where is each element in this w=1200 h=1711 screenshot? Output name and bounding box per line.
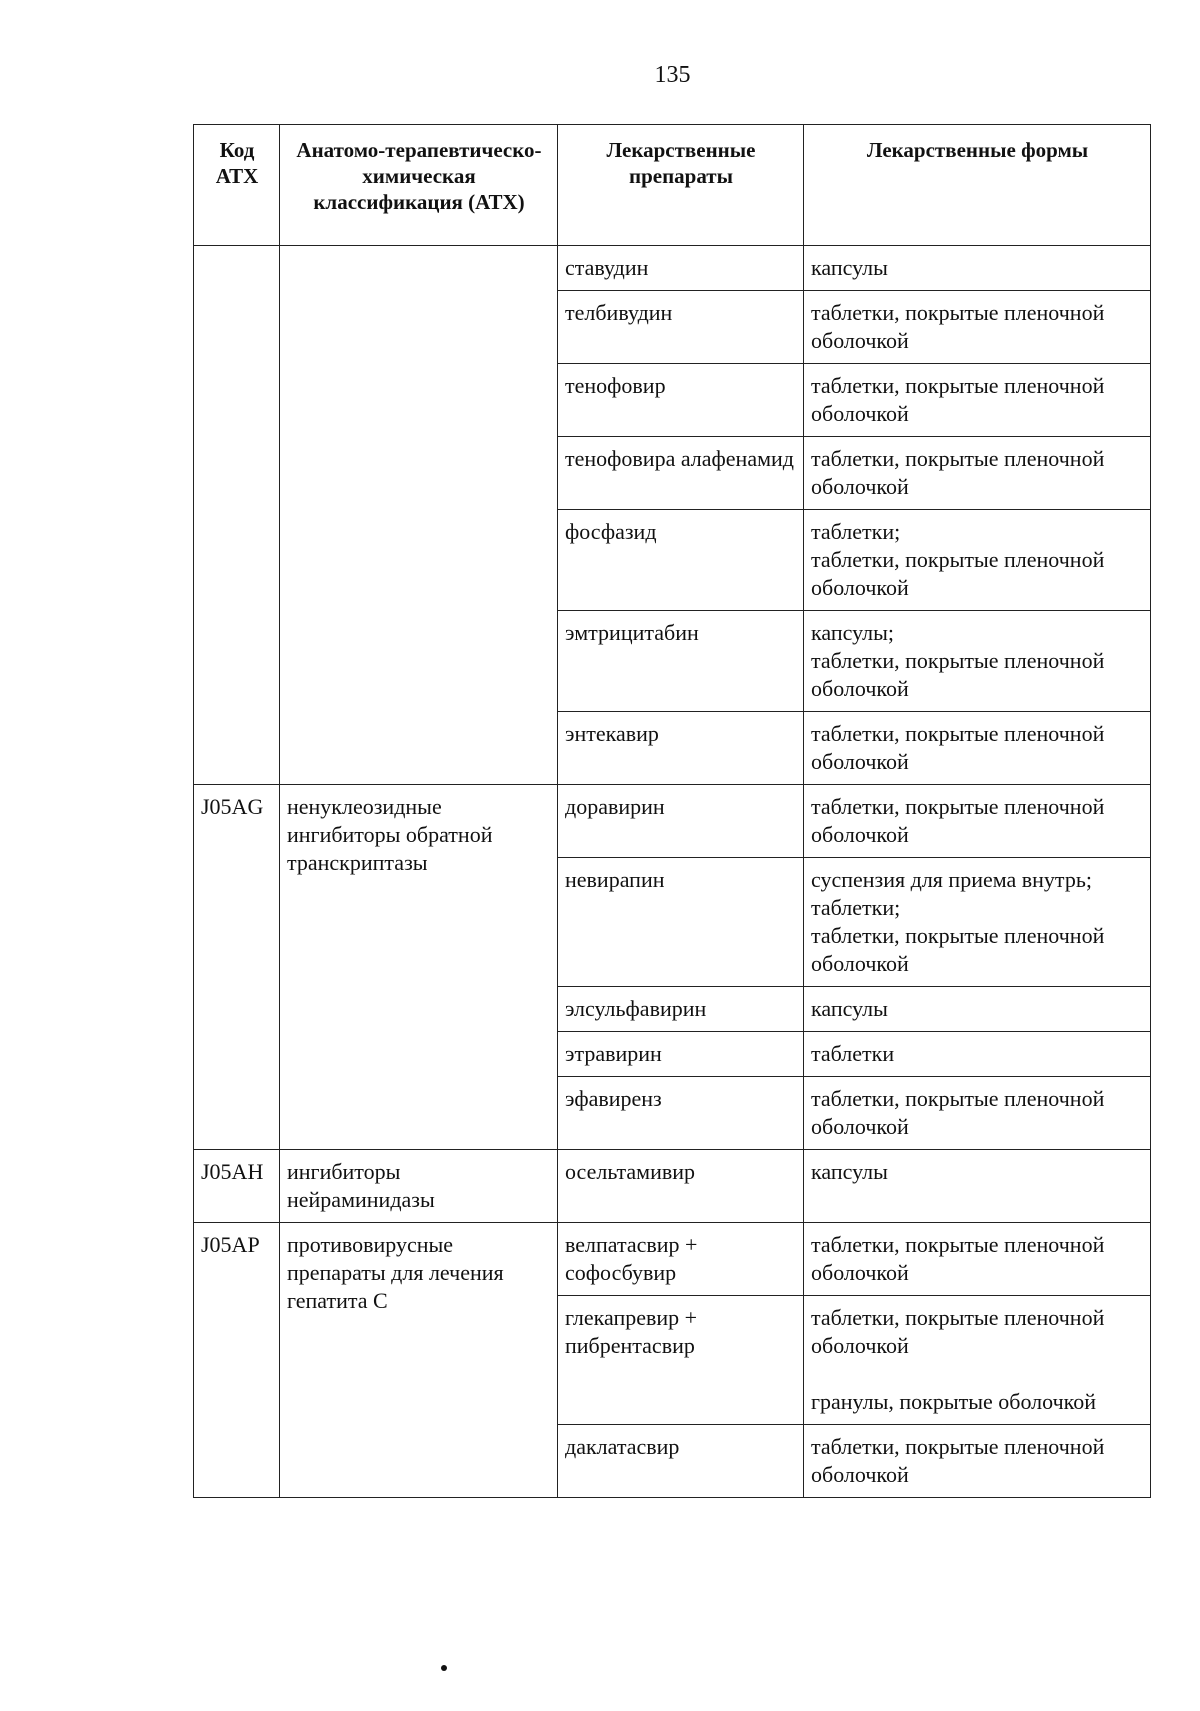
dosage-form-line: гранулы, покрытые оболочкой: [811, 1389, 1096, 1414]
dosage-forms-cell: [804, 1150, 1151, 1223]
dosage-forms-cell: [804, 437, 1151, 510]
drug-name-cell: осельтамивир: [558, 1150, 804, 1223]
dosage-forms-cell: [804, 1296, 1151, 1425]
dosage-forms-cell: [804, 712, 1151, 785]
drug-name-cell: тенофовира алафенамид: [558, 437, 804, 510]
atc-classification-cell: ингибиторы нейраминидазы: [280, 1150, 558, 1223]
drug-name-cell: велпатасвир + софосбувир: [558, 1223, 804, 1296]
drug-name-cell: телбивудин: [558, 291, 804, 364]
dosage-form-line: суспензия для приема внутрь;: [811, 867, 1092, 892]
dosage-form-line: таблетки, покрытые пленочной оболочкой: [811, 547, 1105, 600]
dosage-form-line: таблетки, покрытые пленочной оболочкой: [811, 794, 1105, 847]
table-header: [194, 125, 1151, 246]
dosage-forms-cell: [804, 785, 1151, 858]
drug-name-cell: тенофовир: [558, 364, 804, 437]
drug-name-cell: доравирин: [558, 785, 804, 858]
dosage-forms-cell: [804, 1223, 1151, 1296]
dosage-form-line: таблетки, покрытые пленочной оболочкой: [811, 1086, 1105, 1139]
dosage-form-line: таблетки;: [811, 895, 901, 920]
dosage-forms-cell: [804, 291, 1151, 364]
dosage-form-line: капсулы;: [811, 620, 894, 645]
dosage-forms-cell: [804, 1032, 1151, 1077]
page-number: 135: [654, 62, 691, 88]
dosage-form-line: таблетки, покрытые пленочной оболочкой: [811, 1232, 1105, 1285]
table-row: [194, 785, 1151, 858]
dosage-form-line: таблетки;: [811, 519, 901, 544]
table-body: [194, 246, 1151, 1498]
drug-name-cell: фосфазид: [558, 510, 804, 611]
dosage-form-line: таблетки, покрытые пленочной оболочкой: [811, 1434, 1105, 1487]
drug-name-cell: элсульфавирин: [558, 987, 804, 1032]
atc-code-cell: J05AH: [194, 1150, 280, 1223]
header-row: [194, 125, 1151, 246]
header-forms: Лекарственные формы: [804, 125, 1151, 246]
dosage-forms-cell: [804, 611, 1151, 712]
atc-classification-cell: ненуклеозидные ингибиторы обратной транскриптазы: [280, 785, 558, 1150]
drug-name-cell: даклатасвир: [558, 1425, 804, 1498]
dosage-forms-cell: [804, 1425, 1151, 1498]
atc-code-cell: J05AG: [194, 785, 280, 1150]
dosage-forms-cell: [804, 246, 1151, 291]
atc-code-cell: [194, 246, 280, 785]
header-code: Код АТХ: [194, 125, 280, 246]
atc-classification-cell: [280, 246, 558, 785]
drug-name-cell: невирапин: [558, 858, 804, 987]
table-row: [194, 246, 1151, 291]
dosage-form-line: капсулы: [811, 1159, 888, 1184]
table-row: [194, 1223, 1151, 1296]
header-drugs: Лекарственные препараты: [558, 125, 804, 246]
form-spacer: [811, 1360, 1144, 1388]
dosage-form-line: таблетки, покрытые пленочной оболочкой: [811, 721, 1105, 774]
dosage-form-line: таблетки, покрытые пленочной оболочкой: [811, 1305, 1105, 1358]
dosage-forms-cell: [804, 510, 1151, 611]
dosage-form-line: таблетки, покрытые пленочной оболочкой: [811, 300, 1105, 353]
drug-name-cell: эфавиренз: [558, 1077, 804, 1150]
drug-name-cell: энтекавир: [558, 712, 804, 785]
stray-dot-mark: [441, 1665, 447, 1671]
drug-name-cell: эмтрицитабин: [558, 611, 804, 712]
drug-name-cell: глекапревир + пибрентасвир: [558, 1296, 804, 1425]
drug-name-cell: ставудин: [558, 246, 804, 291]
dosage-form-line: таблетки, покрытые пленочной оболочкой: [811, 648, 1105, 701]
dosage-form-line: капсулы: [811, 255, 888, 280]
drug-table: [193, 124, 1151, 1498]
dosage-form-line: таблетки: [811, 1041, 895, 1066]
dosage-form-line: таблетки, покрытые пленочной оболочкой: [811, 923, 1105, 976]
dosage-forms-cell: [804, 364, 1151, 437]
dosage-form-line: капсулы: [811, 996, 888, 1021]
drug-name-cell: этравирин: [558, 1032, 804, 1077]
dosage-forms-cell: [804, 1077, 1151, 1150]
dosage-form-line: таблетки, покрытые пленочной оболочкой: [811, 446, 1105, 499]
dosage-form-line: таблетки, покрытые пленочной оболочкой: [811, 373, 1105, 426]
header-classification: Анатомо-терапевтическо-химическая классификация (АТХ): [280, 125, 558, 246]
atc-classification-cell: противовирусные препараты для лечения гепатита C: [280, 1223, 558, 1498]
dosage-forms-cell: [804, 987, 1151, 1032]
atc-code-cell: J05AP: [194, 1223, 280, 1498]
table-row: [194, 1150, 1151, 1223]
dosage-forms-cell: [804, 858, 1151, 987]
